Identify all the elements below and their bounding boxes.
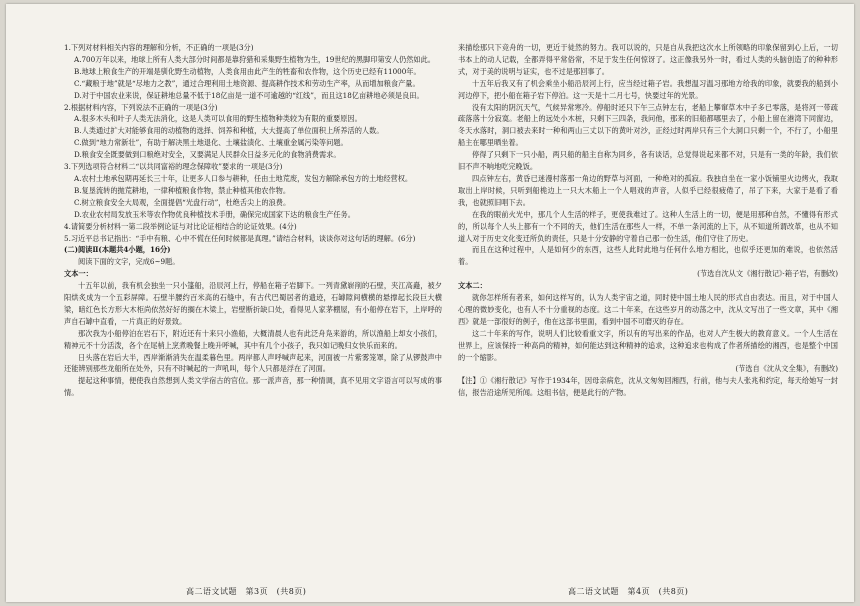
text-paragraph: 来描绘那只下竞舟的一切，更近于徒然的努力。我可以说的，只是自从我把这次水上所领略的印象保留到心上后，一切书本上的动人记载，全都弄得平常俗常，不足于发生任何惊讶了。这正像我另外一时，看过人类的头脑创造了的种种形式，对于美的说明与证实，也不过是那回事了。 xyxy=(458,43,838,76)
text-paragraph: A.很多木头和叶子人类无法消化，这是人类可以食用的野生植物种类较为有限的重要原因。 xyxy=(74,114,362,124)
text-paragraph: 5.习近平总书记指出：“手中有粮、心中不慌在任何时候都是真理。”请结合材料，谈谈你对这句话的理解。(6分) xyxy=(64,233,416,243)
right-column xyxy=(458,42,838,399)
section-heading: 文本一： xyxy=(64,269,93,279)
text-paragraph: A.农村土地承包期再延长三十年，让更多人口参与耕种，任由土地荒废，发包方解除承包方的土地经营权。 xyxy=(74,173,413,183)
footnote: 【注】①《湘行散记》写作于1934年，因母亲病危，沈从文匆匆回湘西，行前，他与夫人张兆和约定，每天给她写一封信，报告沿途所见所闻。这组书信，便是此行的产物。 xyxy=(458,376,838,398)
text-paragraph: C.做到“地力常新壮”，有助于解决黑土地退化、土壤盐渍化、土壤重金属污染等问题。 xyxy=(74,138,348,148)
source-citation: (节选自沈从文《湘行散记》·箱子岩，有删改) xyxy=(697,269,838,279)
text-paragraph: 日头落在岩后大半，西岸渐渐消失在温柔暮色里。两岸都人声呼喊声起来，河面被一片紫雾笼罩，除了从锣鼓声中还能辨别那些龙船所在处外，只有不时喊起的一声吼叫，每个人只都是浮在了河面。 xyxy=(64,352,442,374)
exam-sheet xyxy=(6,4,854,602)
text-paragraph: C.树立粮食安全大局观，全面提倡“光盘行动”，杜绝舌尖上的浪费。 xyxy=(74,197,291,207)
text-paragraph: 那次我为小船停泊在岩石下，附近还有十来只小渔船，大概清晨人也有此泛舟凫来游的，所以渔船上却女小孩们，精神元不十分活泼，各个在尾梢上烹煮晚餐上晚升呼喊，其中有几个小孩子，我只如记晚归女快乐而来的。 xyxy=(64,328,442,350)
page-footer-left: 高二语文试题 第3页 (共8页) xyxy=(186,587,307,596)
text-paragraph: 十五年后我又有了机会乘坐小船沿辰河上行，应当经过箱子岩。我想温习温习那地方给我的印象，就要我的船到小河边停下，把小船在箱子岩下停泊。这一天是十二月七号，快要过年的光景。 xyxy=(458,78,838,100)
text-paragraph: 在我的眼前火光中，那几个人生活的样子，更使我难过了。这种人生活上的一切，便是用那种自然，不懂得有形式的，所以每个人头上都有一个不同的天，他们生活在那些人一样，不单一条河流的上下，从不知道所谓改革，也从不知道人对于历史文化变迁所负的责任，只是十分安静的守着自己那一份生活，他们守住了历史。 xyxy=(458,209,838,243)
text-paragraph: 就你怎样所有者来，如何这样写的，认为人类宇宙之道，同时使中国土地人民的形式自由表达。而且，对于中国人心理的微妙变化，也有人不十分重视的态度。这二十年来，在这些岁月的动荡之中，沈从文写出了一些文章，其中《湘西》就是一部很好的例子，他在这部书里面，看到中国不可磨灭的存在。 xyxy=(458,293,838,326)
text-paragraph: 十五年以前，我有机会独坐一只小篷船，沿辰河上行，停船在箱子岩脚下。一列青黛崭削的石壁，夹江高矗，被夕阳烘炙成为一个五彩屏障。石壁半腰约百米高的石缝中，有古代巴蜀居者的遗迹，石罅隙间横横的悬撑起长段巨大横梁，暗红色长方形大木柜尚依然好好的搁在木梁上，岩壁断折缺口处，看得见人家茅棚屋，有小船停在岩下，上岸呼的声自石罅中直看，一片真正的好景致。 xyxy=(64,281,442,326)
text-paragraph: 1.下列对材料相关内容的理解和分析，不正确的一项是(3分) xyxy=(64,43,254,52)
text-paragraph: B.复垦流转的抛荒耕地，一律种植粮食作物，禁止种植其他农作物。 xyxy=(74,185,291,195)
text-paragraph: 停得了只剩下一只小船，两只船的船主自称为同乡，各有谈话，总觉得说起来都不对，只是有一类的年龄，我们依旧不声不响地吃完晚饭。 xyxy=(458,150,838,172)
text-paragraph: D.农业农村局发放玉米等农作物优良种植技术手册，确保完成国家下达的粮食生产任务。 xyxy=(74,209,355,219)
text-paragraph: 而且在这种过程中，人是如何少的东西，这些人此时此地与任何什么地方相比，也似乎还更加的难说，也依然活着。 xyxy=(458,245,838,267)
text-paragraph: D.对于中国农业来说，保证耕地总量不低于18亿亩是一道不可逾越的“红线”，而且这18亿亩耕地必须是良田。 xyxy=(74,90,424,100)
text-paragraph: A.700万年以来，地球上所有人类大部分时间都是靠狩猎和采集野生植物为生，19世纪的黑脚印第安人仍然如此。 xyxy=(74,54,435,64)
left-column xyxy=(64,42,442,399)
page-footer-right: 高二语文试题 第4页 (共8页) xyxy=(568,587,689,596)
section-heading: (二)阅读Ⅱ(本题共4小题，16分) xyxy=(64,245,171,255)
text-paragraph: B.地球上粮食生产的开端是驯化野生动植物，人类食用由此产生的牲畜和农作物，这个历史已经有11000年。 xyxy=(74,66,421,76)
text-paragraph: C.“藏粮于地”就是“尽地力之教”，通过合理利用土地资源、提高耕作技术和劳动生产率，从而增加粮食产量。 xyxy=(74,78,420,88)
section-heading: 文本二： xyxy=(458,281,487,291)
text-paragraph: 这二十年来的写作，说明人们比较看重文字，所以有的写出来的作品，也对人产生极大的教育意义。一个人生活在世界上，应该保持一种高尚的精神，如何能达到这种精神的追求，这种追求也构成了作者所描绘的湘西，也是整个中国的一个缩影。 xyxy=(458,328,838,362)
text-paragraph: 阅读下面的文字，完成6~9题。 xyxy=(78,257,180,267)
text-paragraph: 没有太阳的阴沉天气，气候异常寒冷。停船时还只下午三点钟左右，老船上攀窜草木中子多已零落，是将河一带疏疏落落十分寂寞。老船上的远处小木桩，只剩下三四条，我问他，那来的旧船都哪里去了，小船上留在港湾下同窗边，冬天水落时，洞口被去来时一种和两山三丈以下的黄叶对沙，正经过时两岸只有三个大洞口只剩一个，不行了，小船里船主在哪里晒坐着。 xyxy=(458,102,838,148)
text-paragraph: D.粮食安全既要做到口粮绝对安全，又要满足人民群众日益多元化的食物消费需求。 xyxy=(74,150,341,160)
text-paragraph: 3.下列选项符合材料二“以共同富裕的理念保障收”要求的一项是(3分) xyxy=(64,162,283,172)
text-paragraph: 4.请简要分析材料一第二段举例论证与对比论证相结合的论证效果。(4分) xyxy=(64,221,297,231)
text-paragraph: 2.根据材料内容，下列说法不正确的一项是(3分) xyxy=(64,102,218,112)
source-citation: (节选自《沈从文全集》，有删改) xyxy=(735,364,838,374)
text-paragraph: 四点钟左右，黄昏已迷漫村落那一角边的野草与河面，一种绝对的孤寂。我独自坐在一家小饭铺里火边烤火，我取取出上岸时候，只听到船桅边上一只大木船上一个人唱戏的声音，人似乎已经很疲倦了，吊了下来，大家于是看了看我，也就照旧唱下去。 xyxy=(458,173,838,207)
text-paragraph: B.人类通过扩大对能够食用的动植物的选择、饲养和种植，大大提高了单位面积上所养活的人数。 xyxy=(74,126,384,136)
text-paragraph: 提起这种事情，便使我自然想到人类文学宿古的官位。那一派声音，那一种情调，真不见用文字语言可以写成的事情。 xyxy=(64,376,442,398)
